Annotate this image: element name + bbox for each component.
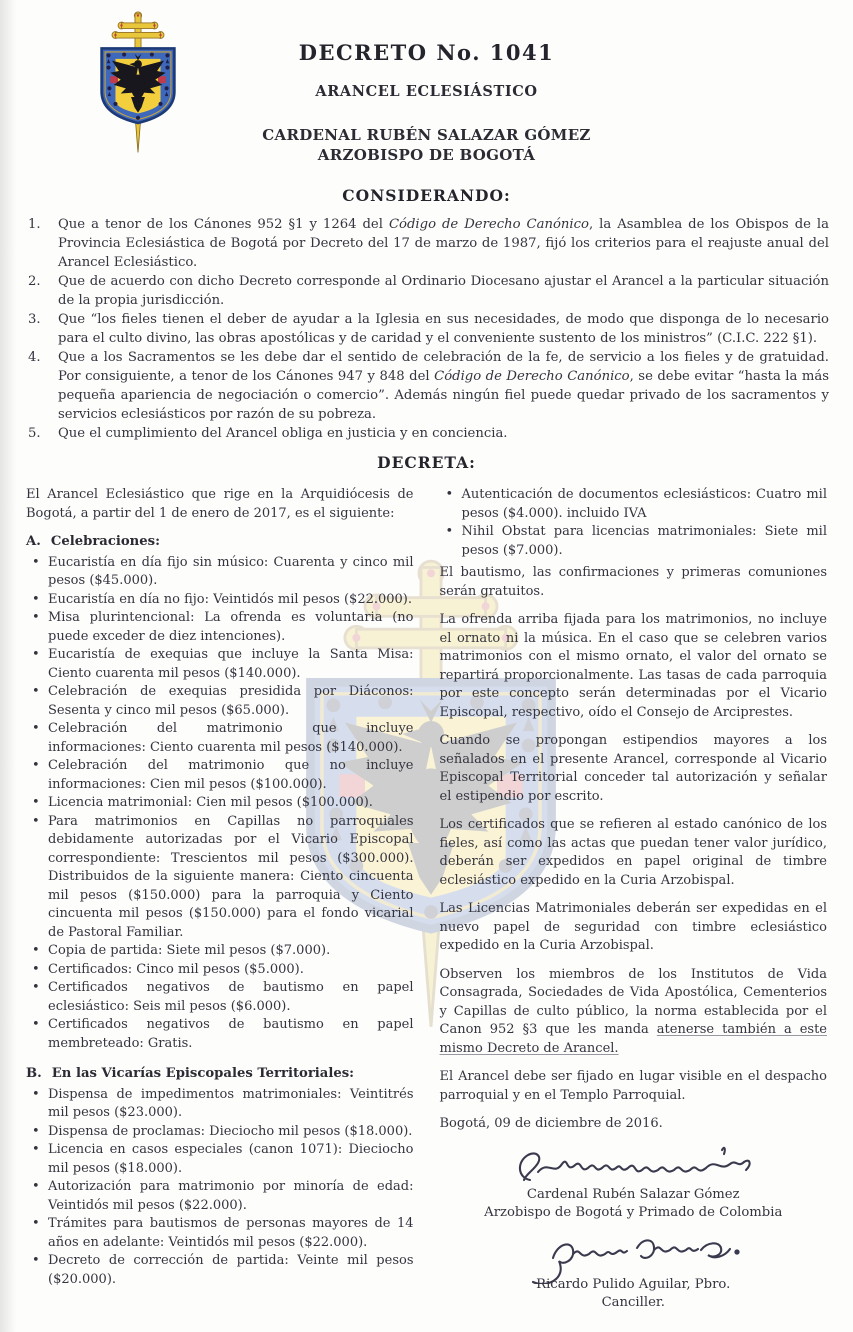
archdiocese-coat-of-arms-icon (86, 8, 190, 160)
date-line: Bogotá, 09 de diciembre de 2016. (439, 1116, 663, 1131)
section-b-list (26, 1086, 414, 1290)
bullet-icon (32, 554, 40, 573)
bullet-icon (32, 757, 40, 776)
bullet-icon (32, 1215, 40, 1234)
bullet-icon (32, 1123, 40, 1142)
left-column (26, 486, 414, 1312)
considerando-item: 1. Que a tenor de los Cánones 952 §1 y 1264 del Código de Derecho Canónico, la Asamblea de los Obispos de la Provincia Eclesiástica de Bogotá por Decreto del 17 de marzo de 1987, fijó los criterios para el reajuste anual del Arancel Eclesiástico. (28, 217, 830, 270)
bullet-icon (32, 1178, 40, 1197)
fee-item: • Certificados negativos de bautismo en papel eclesiástico: Seis mil pesos ($6.000). (26, 979, 414, 1016)
fee-item: • Licencia matrimonial: Cien mil pesos ($100.000). (26, 794, 414, 813)
fee-item: • Para matrimonios en Capillas no parroquiales debidamente autorizadas por el Vicario Episcopal correspondiente: Trescientos mil pesos ($300.000). Distribuidos de la siguiente manera: Ciento cincuenta mil pesos ($150.000) para la parroquia y Ciento cincuenta mil pesos ($150.000) para el fondo vicarial de Pastoral Familiar. (26, 813, 414, 943)
bullet-icon (32, 609, 40, 628)
fee-item: • Dispensa de proclamas: Dieciocho mil pesos ($18.000). (26, 1123, 414, 1142)
fee-item: • Dispensa de impedimentos matrimoniales: Veintitrés mil pesos ($23.000). (26, 1086, 414, 1123)
fee-item: • Trámites para bautismos de personas mayores de 14 años en adelante: Veintidós mil pesos ($22.000). (26, 1215, 414, 1252)
considerando-heading: CONSIDERANDO: (342, 186, 511, 205)
fee-item: • Misa plurintencional: La ofrenda es voluntaria (no puede exceder de diez intenciones). (26, 609, 414, 646)
paragraph: La ofrenda arriba fijada para los matrimonios, no incluye el ornato ni la música. En el caso que se celebren varios matrimonios con el mismo ornato, el valor del ornato se repartirá proporcionalmente. Las tasas de cada parroquia por este concepto serán determinadas por el Vicario Episcopal, respectivo, oído el Consejo de Arciprestes. (439, 612, 827, 720)
section-a-list (26, 554, 414, 1054)
fee-item: • Decreto de corrección de partida: Veinte mil pesos ($20.000). (26, 1252, 414, 1289)
paragraph: El Arancel debe ser fijado en lugar visible en el despacho parroquial y en el Templo Parroquial. (439, 1069, 827, 1103)
considerando-list (28, 215, 829, 443)
paragraph: Las Licencias Matrimoniales deberán ser expedidas en el nuevo papel de seguridad con timbre eclesiástico expedido en la Curia Arzobispal. (439, 901, 827, 953)
section-b-heading: B. En las Vicarías Episcopales Territoriales: (26, 1066, 355, 1081)
signer-title: Arzobispo de Bogotá y Primado de Colombia (484, 1204, 783, 1220)
bullet-icon (446, 486, 454, 505)
fee-item: • Licencia en casos especiales (canon 1071): Dieciocho mil pesos ($18.000). (26, 1141, 414, 1178)
bullet-icon (32, 683, 40, 702)
fee-item: • Copia de partida: Siete mil pesos ($7.000). (26, 942, 414, 961)
bullet-icon (32, 961, 40, 980)
decree-title: DECRETO No. 1041 (298, 40, 555, 65)
cardinal-signature-script (508, 1144, 758, 1192)
considerando-item: 5. Que el cumplimiento del Arancel obliga en justicia y en conciencia. (28, 426, 508, 441)
bullet-icon (446, 523, 454, 542)
fee-item: • Eucaristía en día fijo sin músico: Cuarenta y cinco mil pesos ($45.000). (26, 554, 414, 591)
decreta-heading: DECRETA: (377, 453, 476, 472)
fee-item: • Eucaristía en día no fijo: Veintidós mil pesos ($22.000). (26, 591, 414, 610)
paragraph: Los certificados que se refieren al estado canónico de los fieles, así como las actas que puedan tener valor jurídico, deberán ser expedidos en papel original de timbre eclesiástico expedido en la Curia Arzobispal. (439, 817, 827, 888)
considerando-item: 3. Que “los fieles tienen el deber de ayudar a la Iglesia en sus necesidades, de modo que disponga de lo necesario para el culto divino, las obras apostólicas y de caridad y el conveniente sustento de los ministros” (C.I.C. 222 §1). (28, 312, 829, 346)
bullet-icon (32, 1016, 40, 1035)
decreta-intro: El Arancel Eclesiástico que rige en la Arquidiócesis de Bogotá, a partir del 1 de enero de 2017, es el siguiente: (26, 487, 414, 521)
section-a-heading: A. Celebraciones: (26, 534, 160, 549)
considerando-item: 4. Que a los Sacramentos se les debe dar el sentido de celebración de la fe, de servicio a los fieles y de gratuidad. Por consiguiente, a tenor de los Cánones 947 y 848 del Código de Derecho Canónico, se debe evitar “hasta la más pequeña apariencia de negociación o comercio”. Además ningún fiel puede quedar privado de los sacramentos y servicios eclesiásticos por razón de su pobreza. (28, 350, 829, 422)
fee-item: • Autorización para matrimonio por minoría de edad: Veintidós mil pesos ($22.000). (26, 1178, 414, 1215)
bullet-icon (32, 591, 40, 610)
fee-item: • Certificados negativos de bautismo en papel membreteado: Gratis. (26, 1016, 414, 1053)
right-bullet-list (440, 486, 828, 560)
bullet-icon (32, 942, 40, 961)
fee-item: • Certificados: Cinco mil pesos ($5.000). (26, 961, 414, 980)
decreta-columns (26, 486, 827, 1312)
paragraph: Cuando se propongan estipendios mayores a los señalados en el presente Arancel, corresponde al Vicario Episcopal Territorial conceder tal autorización y señalar el estipendio por escrito. (439, 733, 827, 804)
signature-block-chancellor (440, 1228, 828, 1312)
fee-item: • Celebración del matrimonio que incluye informaciones: Ciento cuarenta mil pesos ($140.000). (26, 720, 414, 757)
considerando-item: 2. Que de acuerdo con dicho Decreto corresponde al Ordinario Diocesano ajustar el Arancel a la particular situación de la propia jurisdicción. (28, 274, 829, 308)
paragraph: El bautismo, las confirmaciones y primeras comuniones serán gratuitos. (439, 565, 827, 599)
signer-name: Ricardo Pulido Aguilar, Pbro. (536, 1276, 731, 1292)
signer-name: Cardenal Rubén Salazar Gómez (526, 1186, 740, 1202)
author-name: CARDENAL RUBÉN SALAZAR GÓMEZ (262, 126, 591, 144)
signer-title: Canciller. (601, 1294, 665, 1310)
fee-item: • Celebración de exequias presidida por Diáconos: Sesenta y cinco mil pesos ($65.000). (26, 683, 414, 720)
author-role: ARZOBISPO DE BOGOTÁ (317, 146, 536, 164)
bullet-icon (32, 1252, 40, 1271)
bullet-icon (32, 979, 40, 998)
paragraph: Observen los miembros de los Institutos de Vida Consagrada, Sociedades de Vida Apostólica, Cementerios y Capillas de culto público, la norma establecida por el Canon 952 §3 que les manda atenerse también a este mismo Decreto de Arancel. (439, 966, 827, 1056)
bullet-icon (32, 1141, 40, 1160)
signature-block-cardinal (440, 1144, 828, 1222)
bullet-icon (32, 794, 40, 813)
right-column (440, 486, 828, 1312)
fee-item: • Eucaristía de exequias que incluye la Santa Misa: Ciento cuarenta mil pesos ($140.000). (26, 646, 414, 683)
bullet-icon (32, 646, 40, 665)
bullet-icon (32, 813, 40, 832)
fee-item: • Celebración del matrimonio que no incluye informaciones: Cien mil pesos ($100.000). (26, 757, 414, 794)
decree-subtitle: ARANCEL ECLESIÁSTICO (315, 83, 538, 100)
bullet-icon (32, 720, 40, 739)
fee-item: • Nihil Obstat para licencias matrimoniales: Siete mil pesos ($7.000). (440, 523, 828, 560)
bullet-icon (32, 1086, 40, 1105)
fee-item: • Autenticación de documentos eclesiásticos: Cuatro mil pesos ($4.000). incluido IVA (440, 486, 828, 523)
